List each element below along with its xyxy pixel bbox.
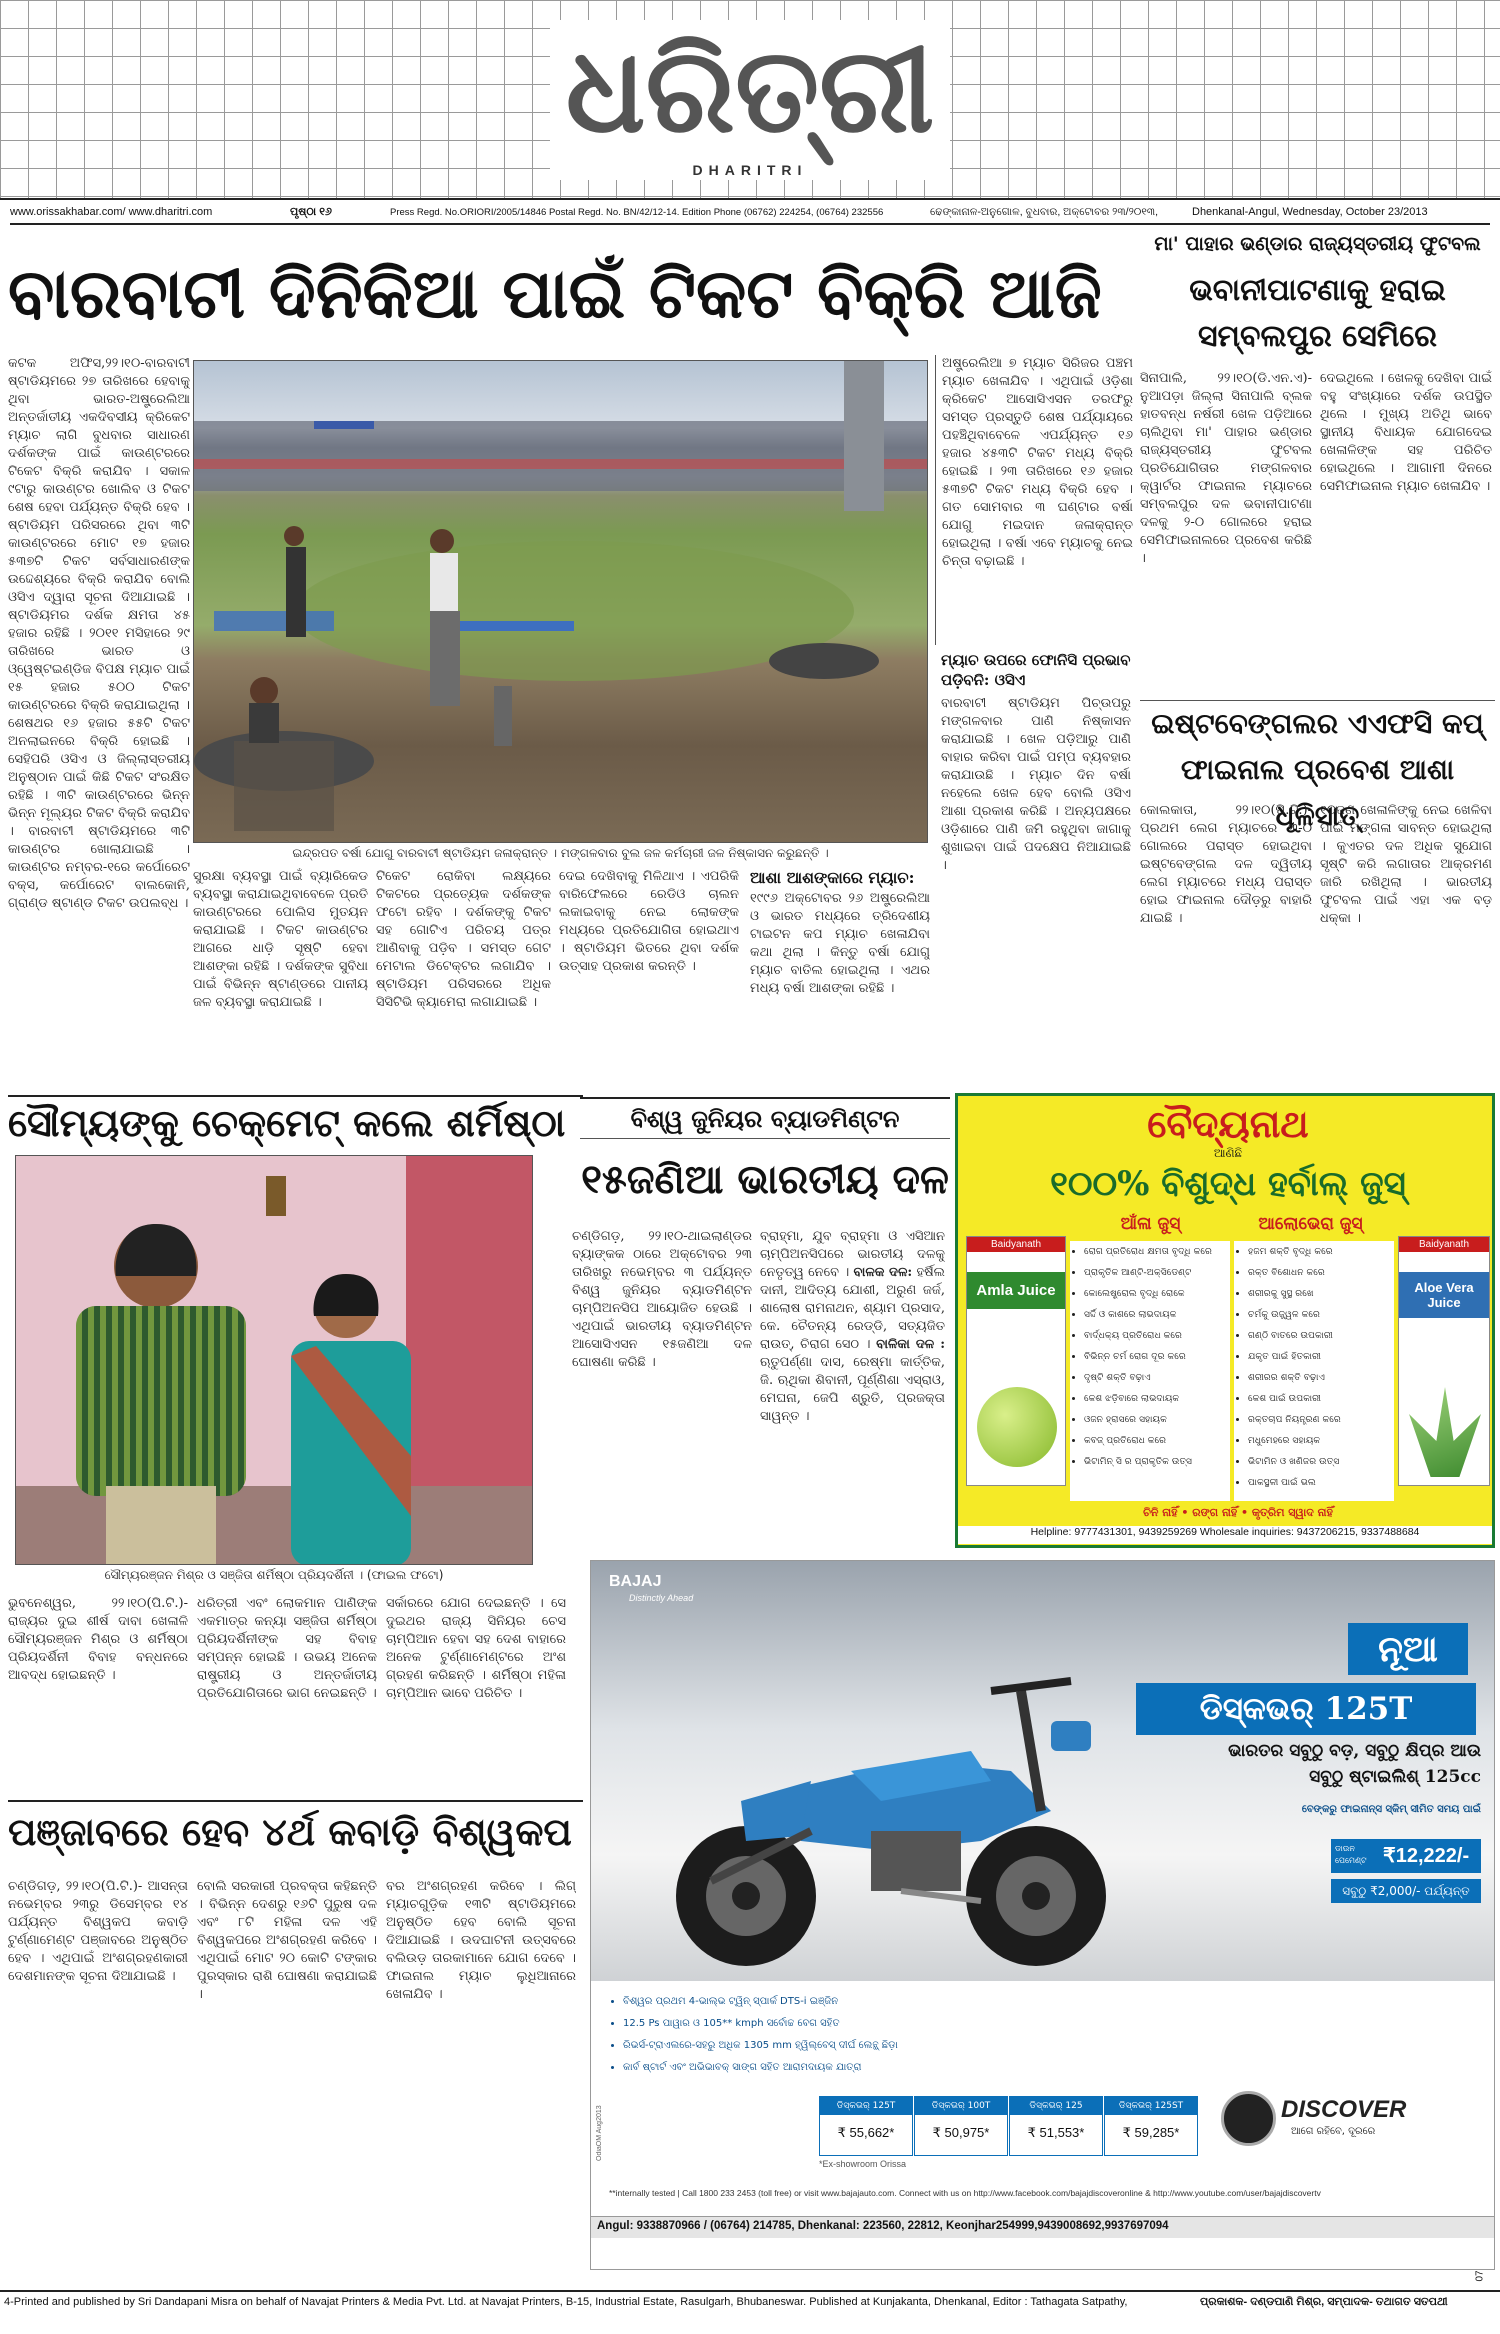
date-english: Dhenkanal-Angul, Wednesday, October 23/2013 (1192, 206, 1428, 218)
eastbengal-headline: ଇଷ୍ଟବେଙ୍ଗଲର ଏଏଫସି କପ୍ ଫାଇନାଲ ପ୍ରବେଶ ଆଶା ଧୂଳିସାତ୍ (1140, 700, 1495, 800)
bike-features-list (609, 1991, 1169, 2091)
aloe-benefit-item: • ଗଣ୍ଠି ବାତରେ ଉପକାରୀ (1248, 1325, 1394, 1346)
chess-column-2: ଧରିତ୍ରୀ ଏବଂ ଲୋକମାନ ପାଣିଙ୍କ ଏକମାତ୍ର କନ୍ୟା ସଞ୍ଜିତା ଶର୍ମିଷ୍ଠା ପ୍ରିୟଦର୍ଶିନୀଙ୍କ ସହ ବିବାହ ସମ୍ପନ୍ନ ହୋଇଛି । ଉଭୟ ଅନେକ ରାଷ୍ଟ୍ରୀୟ ଓ ଅନ୍ତର୍ଜାତୀୟ ପ୍ରତିଯୋଗିତାରେ ଭାଗ ନେଇଛନ୍ତି । (197, 1596, 377, 1701)
stadium-photo-caption: ଇନ୍ଦ୍ରପତ ବର୍ଷା ଯୋଗୁ ବାରବାଟୀ ଷ୍ଟାଡିୟମ ଜଳାକ୍ରାନ୍ତ । ମଙ୍ଗଳବାର ବୁଲ ଜଳ କର୍ମଚାରୀ ଜଳ ନିଷ୍କାସନ କରୁଛନ୍ତି । (292, 846, 829, 860)
baidyanath-brand: ବୈଦ୍ୟନାଥ (1147, 1101, 1309, 1146)
amla-benefit-item: • କେଶ ଝଡ଼ିବାରେ ଲାଭଦାୟକ (1084, 1388, 1230, 1409)
lead-column-1: କଟକ ଅଫିସ,୨୨।୧୦-ବାରବାଟୀ ଷ୍ଟାଡିୟମରେ ୨୭ ତାରିଖରେ ହେବାକୁ ଥିବା ଭାରତ-ଅଷ୍ଟ୍ରେଲିଆ ଅନ୍ତର୍ଜାତୀୟ ଏକଦିବସୀୟ କ୍ରିକେଟ ମ୍ୟାଚ ଲାଗି ବୁଧବାର ସାଧାରଣ ଦର୍ଶକଙ୍କ ପାଇଁ କାଉଣ୍ଟରରେ ଟିକେଟ ବିକ୍ରି କରାଯିବ । ସକାଳ ୯ଟାରୁ କାଉଣ୍ଟର ଖୋଲିବ ଓ ଟିକଟ ଶେଷ ହେବା ପର୍ଯ୍ୟନ୍ତ ବିକ୍ରି ହେବ । ଷ୍ଟାଡିୟମ ପରିସରରେ ଥିବା ୩ଟି କାଉଣ୍ଟରରେ ମୋଟ ୧୭ ହଜାର ୫୩୭ଟି ଟିକଟ ସର୍ବସାଧାରଣଙ୍କ ଉଦ୍ଦେଶ୍ୟରେ ବିକ୍ରି କରାଯିବ ବୋଲି ଓସିଏ ଦ୍ୱାରା ସୂଚନା ଦିଆଯାଇଛି । ଷ୍ଟାଡିୟମର ଦର୍ଶକ କ୍ଷମତା ୪୫ ହଜାର ରହିଛି । ୨୦୧୧ ମସିହାରେ ୨୯ ତାରିଖରେ ଭାରତ ଓ ଓ୍ୱେଷ୍ଟଇଣ୍ଡିଜ ବିପକ୍ଷ ମ୍ୟାଚ ପାଇଁ ୧୫ ହଜାର ୫୦୦ ଟିକଟ କାଉଣ୍ଟରରେ ବିକ୍ରି କରାଯାଇଥିଲା । ଶେଷଥର ୧୬ ହଜାର ୫୫ଟି ଟିକଟ ଅନଲାଇନରେ ବିକ୍ରି ହୋଇଛି । ସେହିପରି ଓସିଏ ଓ ଜିଲ୍ଲାସ୍ତରୀୟ ଅନୁଷ୍ଠାନ ପାଇଁ କିଛି ଟିକଟ ସଂରକ୍ଷିତ ରହିଛି । ୩ଟି କାଉଣ୍ଟରରେ ଭିନ୍ନ ଭିନ୍ନ ମୂଲ୍ୟର ଟିକଟ ବିକ୍ରି କରାଯିବ । ବାରବାଟୀ ଷ୍ଟାଡିୟମରେ ୩ଟି କାଉଣ୍ଟର ଖୋଲାଯାଇଛି । କାଉଣ୍ଟର ନମ୍ବର-୧ରେ କର୍ପୋରେଟ ବକ୍ସ, କର୍ପୋରେଟ ବାଲକୋନି, ଗ୍ରାଣ୍ଡ ଷ୍ଟାଣ୍ଡ ଟିକଟ ଉପଲବ୍ଧ । (8, 356, 190, 911)
dealer-contacts: Angul: 9338870966 / (06764) 214785, Dhenkanal: 223560, 22812, Keonjhar254999,9439008692,9937697094 (597, 2220, 1169, 2232)
imprint-line-odia: ପ୍ରକାଶକ- ଦଣ୍ଡପାଣି ମିଶ୍ର, ସମ୍ପାଦକ- ତଥାଗତ ସତପଥୀ (1200, 2296, 1448, 2308)
baidyanath-ad (955, 1093, 1495, 1548)
bajaj-discover-ad (590, 1560, 1495, 2270)
aloe-benefit-item: • ଯକୃତ ପାଇଁ ହିତକାରୀ (1248, 1346, 1394, 1367)
discover-emblem-icon (1221, 2091, 1276, 2146)
football-column-2: ଦେଇଥିଲେ । ଖେଳକୁ ଦେଖିବା ପାଇଁ ବହୁ ସଂଖ୍ୟାରେ ଦର୍ଶକ ଉପସ୍ଥିତ ଥିଲେ । ମୁଖ୍ୟ ଅତିଥି ଭାବେ ସ୍ଥାନୀୟ ବିଧାୟକ ଯୋଗଦେଇ ଖେଳାଳିଙ୍କ ସହ ପରିଚିତ ହୋଇଥିଲେ । ଆଗାମୀ ଦିନରେ ସେମିଫାଇନାଲ ମ୍ୟାଚ ଖେଳାଯିବ । (1320, 371, 1492, 494)
aloe-benefit-item: • ଶରୀରର ଶକ୍ତି ବଢ଼ାଏ (1248, 1367, 1394, 1388)
info-bar (10, 203, 1490, 225)
baidyanath-brand-sub: ଆଣିଛି (1213, 1146, 1243, 1160)
price-model-label: ଡିସ୍‌କଭର୍ 100T (915, 2097, 1007, 2115)
bike-feature-item: • ରିଭର୍ସ-ଟ୍ରାଏଲରେ-ସହରୁ ଅଧିକ 1305 mm ହ୍ୱିଲ୍‌ବେସ୍ ଦୀର୍ଘ ଲେନ୍ଥ୍ ଛିଡ଼ା (623, 2035, 1169, 2057)
ad-side-code: OdiaOM Aug2013 (596, 2105, 603, 2161)
aloe-benefit-item: • କେଶ ପାଇଁ ଉପକାରୀ (1248, 1388, 1394, 1409)
lead-column-3: ଟିକେଟ ରୋକିବା ଲକ୍ଷ୍ୟରେ ଟିକଟରେ ପ୍ରତ୍ୟେକ ଦର୍ଶକଙ୍କ ଫଟୋ ରହିବ । ଦର୍ଶକଙ୍କୁ ଟିକଟ ସହ ଗୋଟିଏ ପରିଚୟ ପତ୍ର ଆଣିବାକୁ ପଡ଼ିବ । ସମସ୍ତ ଗେଟ ମେଟାଲ ଡିଟେକ୍ଟର ଲଗାଯିବ । ଷ୍ଟାଡିୟମ ପରିସରରେ ଅଧିକ ସିସିଟିଭି କ୍ୟାମେରା ଲଗାଯାଇଛି । (376, 869, 551, 1010)
chess-column-3: ସର୍କାରରେ ଯୋଗ ଦେଇଛନ୍ତି । ସେ ଦୁଇଥର ରାଜ୍ୟ ସିନିୟର ଚେସ ଚାମ୍ପିଆନ ହେବା ସହ ଦେଶ ବାହାରେ ଅନେକ ଟୁର୍ଣ୍ଣାମେଣ୍ଟରେ ଅଂଶ ଗ୍ରହଣ କରିଛନ୍ତି । ଶର୍ମିଷ୍ଠା ମହିଳା ଚାମ୍ପିଆନ ଭାବେ ପରିଚିତ । (386, 1596, 566, 1701)
couple-photo-caption: ସୌମ୍ୟରଞ୍ଜନ ମିଶ୍ର ଓ ସଞ୍ଜିତା ଶର୍ମିଷ୍ଠା ପ୍ରିୟଦର୍ଶିନୀ । (ଫାଇଲ ଫଟୋ) (104, 1568, 444, 1582)
lead-right-column-2: ବାରବାଟୀ ଷ୍ଟାଡିୟମ ପିଚ୍‌ଉପରୁ ମଙ୍ଗଳବାର ପାଣି ନିଷ୍କାସନ କରାଯାଇଛି । ଖେଳ ପଡ଼ିଆରୁ ପାଣି ବାହାର କରିବା ପାଇଁ ପମ୍ପ ବ୍ୟବହାର କରାଯାଉଛି । ମ୍ୟାଚ ଦିନ ବର୍ଷା ନହେଲେ ଖେଳ ହେବ ବୋଲି ଓସିଏ ଆଶା ପ୍ରକାଶ କରିଛି । ଅନ୍ୟପକ୍ଷରେ ଓଡ଼ିଶାରେ ପାଣି ଜମି ରହୁଥିବା ଜାଗାକୁ ଶୁଖାଇବା ପାଇଁ ପଦକ୍ଷେପ ନିଆଯାଇଛି । (941, 696, 1131, 873)
aloe-benefit-item: • ରକ୍ତଚାପ ନିୟନ୍ତ୍ରଣ କରେ (1248, 1409, 1394, 1430)
aloe-benefits-list (1234, 1241, 1394, 1501)
discount-offer: ସବୁଠୁ ₹2,000/- ପର୍ଯ୍ୟନ୍ତ (1331, 1879, 1481, 1903)
eastbengal-column-1: କୋଲକାତା, ୨୨।୧୦(ପି.ଟି.)-ପ୍ରଥମ ଲେଗ ମ୍ୟାଚରେ ୩-୦ ଗୋଲରେ ପରାସ୍ତ ହୋଇଥିବା ଇଷ୍ଟବେଙ୍ଗଲ ଦଳ ଦ୍ୱିତୀୟ ଲେଗ ମ୍ୟାଚରେ ମଧ୍ୟ ପରାସ୍ତ ହୋଇ ଫାଇନାଲ ଦୌଡ଼ରୁ ବାହାରି ଯାଇଛି । (1140, 803, 1312, 926)
price-value: ₹ 59,285* (1122, 2125, 1180, 2140)
amla-benefit-item: • କୋଲେଷ୍ଟ୍ରୋଲ ବୃଦ୍ଧି ରୋକେ (1084, 1283, 1230, 1304)
price-value: ₹ 50,975* (932, 2125, 990, 2140)
price-model-label: ଡିସ୍‌କଭର୍ 125 (1010, 2097, 1102, 2115)
badminton-boys-list: ହର୍ଷିଲ ଦାନୀ, ଆଦିତ୍ୟ ଯୋଶୀ, ଅରୁଣ ଜର୍ଜ, ଶାଲୋଷ ରାମନାଥନ, ଶ୍ୟାମ ପ୍ରସାଦ, କେ. ଚୈତନ୍ୟ ରେଡ୍ଡି, ସତ୍ୟଜିତ ରାଉତ୍, ଚିରାଗ ସେଠ । (760, 1265, 945, 1352)
price-cell (1009, 2096, 1103, 2156)
website-text: www.orissakhabar.com/ www.dharitri.com (10, 206, 213, 218)
bike-feature-item: • 12.5 Ps ପାୱାର ଓ 105** kmph ସର୍ବୋଚ୍ଚ ବେଗ ସହିତ (623, 2013, 1169, 2035)
price-cell (819, 2096, 913, 2156)
bajaj-tagline: Distinctly Ahead (629, 1593, 694, 1603)
amla-pack-label: Amla Juice (967, 1272, 1065, 1309)
down-payment-label: ଡାଉନ ପେମେଣ୍ଟ (1335, 1844, 1367, 1865)
amla-benefit-item: • ସର୍ଦ୍ଦି ଓ କାଶରେ ଲାଭଦାୟକ (1084, 1304, 1230, 1325)
stadium-photo-art (194, 361, 928, 843)
motorcycle-image (651, 1651, 1131, 1981)
aloe-benefit-item: • ଶରୀରକୁ ସୁସ୍ଥ ରଖେ (1248, 1283, 1394, 1304)
price-cell (914, 2096, 1008, 2156)
down-payment-box (1331, 1839, 1481, 1873)
badminton-boys-label: ବାଳକ ଦଳ: (853, 1265, 913, 1280)
kabaddi-column-1: ଚଣ୍ଡିଗଡ଼, ୨୨।୧୦(ପି.ଟି.)- ଆସନ୍ତା ନଭେମ୍ବର ୨୩ରୁ ଡିସେମ୍ବର ୧୪ ପର୍ଯ୍ୟନ୍ତ ବିଶ୍ୱକପ କବାଡ଼ି ଟୁର୍ଣ୍ଣାମେଣ୍ଟ ପଞ୍ଜାବରେ ଅନୁଷ୍ଠିତ ହେବ । ଏଥିପାଇଁ ଅଂଶଗ୍ରହଣକାରୀ ଦେଶମାନଙ୍କ ସୂଚନା ଦିଆଯାଇଛି । (8, 1879, 188, 1984)
aloe-juice-bottle (1398, 1236, 1490, 1486)
baidyanath-slogan: ଚିନି ନାହିଁ • ରଙ୍ଗ ନାହିଁ • କୃତ୍ରିମ ସ୍ୱାଦ ନାହିଁ (1143, 1506, 1333, 1519)
amla-title: ଆଁଳା ଜୁସ୍ (1120, 1214, 1181, 1234)
price-model-label: ଡିସ୍‌କଭର୍ 125T (820, 2097, 912, 2115)
page-number: ପୃଷ୍ଠା ୧୬ (290, 206, 332, 218)
badminton-headline: ୧୫ଜଣିଆ ଭାରତୀୟ ଦଳ (581, 1156, 949, 1203)
lead-subhead-osca: ମ୍ୟାଚ ଉପରେ ଫୋନିସି ପ୍ରଭାବ ପଡ଼ିବନି: ଓସିଏ (941, 651, 1131, 689)
price-cell (1104, 2096, 1198, 2156)
amla-benefit-item: • ବାର୍ଦ୍ଧକ୍ୟ ପ୍ରତିରୋଧ କରେ (1084, 1325, 1230, 1346)
amla-benefit-item: • ଓଜନ ହ୍ରାସରେ ସହାୟକ (1084, 1409, 1230, 1430)
aloe-pack-label: Aloe Vera Juice (1399, 1272, 1489, 1318)
badminton-column-1: ଚଣ୍ଡିଗଡ଼, ୨୨।୧୦-ଥାଇଲାଣ୍ଡର ବ୍ୟାଙ୍କକ ଠାରେ ଅକ୍ଟୋବର ୨୩ ତାରିଖରୁ ନଭେମ୍ବର ୩ ପର୍ଯ୍ୟନ୍ତ ବିଶ୍ୱ ଜୁନିୟର ବ୍ୟାଡମିଣ୍ଟନ ଚାମ୍ପିଅନସିପ ଆୟୋଜିତ ହେଉଛି । ଏଥିପାଇଁ ଭାରତୀୟ ବ୍ୟାଡମିଣ୍ଟନ ଆସୋସିଏସନ ୧୫ଜଣିଆ ଦଳ ଘୋଷଣା କରିଛି । (572, 1229, 752, 1370)
aloe-title: ଆଲୋଭେରା ଜୁସ୍ (1258, 1214, 1363, 1234)
discover-logo-tagline: ଆଗେ ରହିବେ, ଦୂରରେ (1291, 2126, 1376, 2137)
aloe-benefit-item: • ଭିଟାମିନ ଓ ଖଣିଜର ଉତ୍ସ (1248, 1451, 1394, 1472)
amla-benefit-item: • ଭିଟାମିନ୍ ସି ର ପ୍ରାକୃତିକ ଉତ୍ସ (1084, 1451, 1230, 1472)
badminton-girls-list: ଋତୁପର୍ଣ୍ଣା ଦାସ, ରେଷ୍ମା କାର୍ତ୍ତିକ, ଜି. ଋଥିକା ଶିବାନୀ, ପୂର୍ଣ୍ଣିଶା ଏସ୍‌ରାଓ, ମେଘନା, ଜେପି ଶ୍ରୁତି, ପ୍ରଜକ୍ତା ସାୱନ୍ତ । (760, 1355, 945, 1424)
aloe-benefit-item: • ହଜମ ଶକ୍ତି ବୃଦ୍ଧି କରେ (1248, 1241, 1394, 1262)
model-tagline-1: ଭାରତର ସବୁଠୁ ବଡ଼, ସବୁଠୁ କ୍ଷିପ୍ର ଆଉ (1228, 1741, 1481, 1761)
date-odia: ଢେଙ୍କାନାଳ-ଅନୁଗୋଳ, ବୁଧବାର, ଅକ୍ଟୋବର ୨୩/୨୦୧୩, (930, 206, 1159, 218)
amla-benefits-list (1070, 1241, 1230, 1501)
bajaj-internal-note: **internally tested | Call 1800 233 2453 (toll free) or visit www.bajajauto.com. Connect with us on http://www.facebook.com/bajajdiscoveronline & http://www.youtube.com/user/bajajdiscovertv (609, 2188, 1321, 2198)
lead-headline: ବାରବାଟୀ ଦିନିକିଆ ପାଇଁ ଟିକଟ ବିକ୍ରି ଆଜି (8, 254, 1102, 334)
new-badge: ନୂଆ (1348, 1623, 1468, 1675)
aloe-pack-brand: Baidyanath (1399, 1237, 1489, 1252)
football-headline: ଭବାନୀପାଟଣାକୁ ହରାଇ ସମ୍ବଲପୁର ସେମିରେ (1189, 273, 1446, 354)
logo-text: ଧରିତ୍ରୀ (565, 20, 935, 159)
page-side-number: 07 (1474, 2270, 1486, 2282)
amla-benefit-item: • କବଜ୍ ପ୍ରତିରୋଧ କରେ (1084, 1430, 1230, 1451)
showroom-note: *Ex-showroom Orissa (819, 2159, 907, 2169)
imprint-line: 4-Printed and published by Sri Dandapani Misra on behalf of Navajat Printers & Media Pvt. Ltd. at Navajat Printers, B-15, Industrial Estate, Rasulgarh, Bhubaneswar. Published at Kunjakanta, Dhenkanal, Editor : Tathagata Satpathy, (4, 2296, 1128, 2308)
footer (0, 2270, 1500, 2334)
chess-headline: ସୌମ୍ୟଙ୍କୁ ଚେକ୍‌ମେଟ୍ କଲେ ଶର୍ମିଷ୍ଠା (8, 1095, 583, 1150)
baidyanath-helpline: Helpline: 9777431301, 9439259269 Wholesale inquiries: 9437206215, 9337488684 (958, 1526, 1492, 1544)
lead-subhead-hope: ଆଶା ଆଶଙ୍କାରେ ମ୍ୟାଚ: (750, 868, 915, 887)
kabaddi-headline: ପଞ୍ଜାବରେ ହେବ ୪ର୍ଥ କବାଡ଼ି ବିଶ୍ୱକପ (8, 1800, 583, 1865)
aloe-benefit-item: • ରକ୍ତ ବିଶୋଧନ କରେ (1248, 1262, 1394, 1283)
lead-column-5: ଦେଇ ଦେଖିବାକୁ ମିଳିଥାଏ । ଏପରିକି ବାରିଫେଲରେ ରେଡିଓ ଚାଲନ ଲକାଇବାକୁ ନେଇ ଲୋକଙ୍କ ମଧ୍ୟରେ ପ୍ରତିଯୋଗିତା ହୋଇଥାଏ । ଷ୍ଟାଡିୟମ ଭିତରେ ଥିବା ଦର୍ଶକ ଉତ୍ସାହ ପ୍ରକାଶ କରନ୍ତି । (559, 869, 739, 974)
aloe-benefit-item: • ମଧୁମେହରେ ସହାୟକ (1248, 1430, 1394, 1451)
stadium-photo (193, 360, 928, 843)
discover-model-title: ଡିସ୍‌କଭର୍ 125T (1136, 1683, 1476, 1735)
badminton-intro: ବ୍ରାହ୍ମା, ଯୁବ ବ୍ରାହ୍ମା ଓ ଏସିଆନ ଚାମ୍ପିଅନସିପରେ ଭାରତୀୟ ଦଳକୁ ନେତୃତ୍ୱ ନେବେ । (760, 1229, 945, 1280)
discover-logo: DISCOVER (1281, 2096, 1407, 2123)
price-model-label: ଡିସ୍‌କଭର୍ 125ST (1105, 2097, 1197, 2115)
logo-subtitle: DHARITRI (692, 162, 808, 178)
aloe-benefit-item: • ଚର୍ମକୁ ଉଜ୍ଜ୍ୱଳ କରେ (1248, 1304, 1394, 1325)
kabaddi-column-2: ବୋଲି ସରକାରୀ ପ୍ରବକ୍ତା କହିଛନ୍ତି । ବିଭିନ୍ନ ଦେଶରୁ ୧୬ଟି ପୁରୁଷ ଦଳ ଏବଂ ୮ଟି ମହିଳା ଦଳ ଏହି ବିଶ୍ୱକପରେ ଅଂଶଗ୍ରହଣ କରିବେ । ଏଥିପାଇଁ ମୋଟ ୨୦ କୋଟି ଟଙ୍କାର ପୁରସ୍କାର ରାଶି ଘୋଷଣା କରାଯାଇଛି । (197, 1879, 377, 2002)
couple-photo-art (16, 1156, 533, 1565)
badminton-column-2 (760, 1228, 945, 1548)
amla-benefit-item: • ରୋଗ ପ୍ରତିରୋଧ କ୍ଷମତା ବୃଦ୍ଧି କରେ (1084, 1241, 1230, 1262)
amla-benefit-item: • ଦୃଷ୍ଟି ଶକ୍ତି ବଢ଼ାଏ (1084, 1367, 1230, 1388)
couple-photo (15, 1155, 533, 1565)
bajaj-brand: BAJAJ (609, 1573, 662, 1590)
finance-offer-head: ବେଙ୍କରୁ ଫାଇନାନ୍ସ ସ୍କିମ୍ ସୀମିତ ସମୟ ପାଇଁ (1301, 1804, 1481, 1815)
chess-column-1: ଭୁବନେଶ୍ୱର, ୨୨।୧୦(ପି.ଟି.)- ରାଜ୍ୟର ଦୁଇ ଶୀର୍ଷ ଦାବା ଖେଳାଳି ସୌମ୍ୟରଞ୍ଜନ ମିଶ୍ର ଓ ଶର୍ମିଷ୍ଠା ପ୍ରିୟଦର୍ଶିନୀ ବିବାହ ବନ୍ଧନରେ ଆବଦ୍ଧ ହୋଇଛନ୍ତି । (8, 1596, 188, 1683)
price-table (819, 2096, 1199, 2156)
amla-benefit-item: • ବିଭିନ୍ନ ଚର୍ମ ରୋଗ ଦୂର କରେ (1084, 1346, 1230, 1367)
amla-fruit-image (977, 1387, 1057, 1467)
newspaper-logo (550, 20, 950, 180)
badminton-kicker: ବିଶ୍ୱ ଜୁନିୟର ବ୍ୟାଡମିଣ୍ଟନ (580, 1097, 950, 1139)
model-tagline-2: ସବୁଠୁ ଷ୍ଟାଇଲିଶ୍ 125cc (1309, 1767, 1481, 1787)
down-payment-price: ₹12,222/- (1383, 1845, 1470, 1867)
price-value: ₹ 55,662* (837, 2125, 895, 2140)
amla-pack-brand: Baidyanath (967, 1237, 1065, 1252)
amla-juice-bottle (966, 1236, 1066, 1486)
eastbengal-column-2: ୧୦ଜଣ ଖେଳାଳିଙ୍କୁ ନେଇ ଖେଳିବା ପାଇଁ ମଙ୍ଗଳା ସାବନ୍ତ ହୋଇଥିଲା । କୁଏତର ଦଳ ଅଧିକ ସୁଯୋଗ ସୃଷ୍ଟି କରି ଲଗାତାର ଆକ୍ରମଣ ଜାରି ରଖିଥିଲା । ଭାରତୀୟ ଫୁଟବଲ ପାଇଁ ଏହା ଏକ ବଡ଼ ଧକ୍କା । (1320, 803, 1492, 926)
lead-right-column: ଅଷ୍ଟ୍ରେଲିଆ ୭ ମ୍ୟାଚ ସିରିଜର ପଞ୍ଚମ ମ୍ୟାଚ ଖେଳାଯିବ । ଏଥିପାଇଁ ଓଡ଼ିଶା କ୍ରିକେଟ ଆସୋସିଏସନ ତରଫରୁ ସମସ୍ତ ପ୍ରସ୍ତୁତି ଶେଷ ପର୍ଯ୍ୟାୟରେ ପହଞ୍ଚିଥିବାବେଳେ ଏପର୍ଯ୍ୟନ୍ତ ୧୬ ହଜାର ୪୫୩ଟି ଟିକଟ ମଧ୍ୟ ବିକ୍ରି ହୋଇଛି । ୨୩ ତାରିଖରେ ୧୬ ହଜାର ୫୩୭ଟି ଟିକଟ ମଧ୍ୟ ବିକ୍ରି ହେବ । ଗତ ସୋମବାର ୩ ଘଣ୍ଟାର ବର୍ଷା ଯୋଗୁ ମଇଦାନ ଜଳାକ୍ରାନ୍ତ ହୋଇଥିଲା । ବର୍ଷା ଏବେ ମ୍ୟାଚକୁ ନେଇ ଚିନ୍ତା ବଢ଼ାଇଛି । (935, 355, 1133, 645)
bike-feature-item: • କାର୍ବ ଷ୍ଟାର୍ଟ ଏବଂ ଅଭିଭାବକ୍ ସାଙ୍ଗ ସହିତ ଆରାମଦାୟକ ଯାତ୍ରା (623, 2057, 1169, 2079)
baidyanath-title: ୧୦୦% ବିଶୁଦ୍ଧ ହର୍ବାଲ୍ ଜୁସ୍ (1050, 1164, 1406, 1204)
badminton-girls-label: ବାଳିକା ଦଳ : (876, 1337, 945, 1352)
aloe-plant-image (1409, 1387, 1481, 1477)
aloe-benefit-item: • ପାକସ୍ଥଳୀ ପାଇଁ ଭଲ (1248, 1472, 1394, 1493)
press-registration: Press Regd. No.ORIORI/2005/14846 Postal Regd. No. BN/42/12-14. Edition Phone (06762) 224254, (06764) 232556 (390, 207, 884, 218)
amla-benefit-item: • ପ୍ରାକୃତିକ ଆଣ୍ଟି-ଅକ୍ସିଡେଣ୍ଟ (1084, 1262, 1230, 1283)
lead-column-2: ସୁରକ୍ଷା ବ୍ୟବସ୍ଥା ପାଇଁ ବ୍ୟାରିକେଡ ବ୍ୟବସ୍ଥା କରାଯାଇଥିବାବେଳେ ପ୍ରତି କାଉଣ୍ଟରରେ ପୋଲିସ ମୁତୟନ କରାଯାଇଛି । ଟିକଟ କାଉଣ୍ଟର ଆଗରେ ଧାଡ଼ି ସୃଷ୍ଟି ହେବା ଆଶଙ୍କା ରହିଛି । ଦର୍ଶକଙ୍କ ସୁବିଧା ପାଇଁ ବିଭିନ୍ନ ଷ୍ଟାଣ୍ଡରେ ପାନୀୟ ଜଳ ବ୍ୟବସ୍ଥା କରାଯାଇଛି । (193, 869, 368, 1010)
football-kicker: ମା' ପାହାର ଭଣ୍ଡାର ରାଜ୍ୟସ୍ତରୀୟ ଫୁଟବଲ (1154, 233, 1481, 255)
bike-feature-item: • ବିଶ୍ୱର ପ୍ରଥମ 4-ଭାଲ୍ଭ ଟ୍ୱିନ୍ ସ୍ପାର୍କ DTS-i ଇଞ୍ଜିନ (623, 1991, 1169, 2013)
lead-column-4: ୧୯୯୬ ଅକ୍ଟୋବର ୨୬ ଅଷ୍ଟ୍ରେଲିଆ ଓ ଭାରତ ମଧ୍ୟରେ ତ୍ରିଦେଶୀୟ ଟାଇଟନ କପ ମ୍ୟାଚ ଖେଳାଯିବା କଥା ଥିଲା । କିନ୍ତୁ ବର୍ଷା ଯୋଗୁ ମ୍ୟାଚ ବାତିଲ ହୋଇଥିଲା । ଏଥର ମଧ୍ୟ ବର୍ଷା ଆଶଙ୍କା ରହିଛି । (750, 891, 930, 996)
football-column-1: ସିନାପାଲି, ୨୨।୧୦(ଡି.ଏନ.ଏ)- ନୁଆପଡ଼ା ଜିଲ୍ଲା ସିନାପାଲି ବ୍ଲକ ହାତବନ୍ଧ ନର୍ଷରୀ ଖେଳ ପଡ଼ିଆରେ ଚାଲିଥିବା ମା' ପାହାର ଭଣ୍ଡାର ରାଜ୍ୟସ୍ତରୀୟ ଫୁଟବଲ ପ୍ରତିଯୋଗିତାର ମଙ୍ଗଳବାର କ୍ୱାର୍ଟର ଫାଇନାଲ ମ୍ୟାଚରେ ସମ୍ବଲପୁର ଦଳ ଭବାନୀପାଟଣା ଦଳକୁ ୨-୦ ଗୋଲରେ ହରାଇ ସେମିଫାଇନାଲରେ ପ୍ରବେଶ କରିଛି । (1140, 371, 1312, 566)
kabaddi-column-3: ବର ଅଂଶଗ୍ରହଣ କରିବେ । ଲିଗ୍ ମ୍ୟାଚଗୁଡ଼ିକ ୧୩ଟି ଷ୍ଟାଡିୟମରେ ଅନୁଷ୍ଠିତ ହେବ ବୋଲି ସୂଚନା ଦିଆଯାଇଛି । ଉଦଘାଟନୀ ଉତ୍ସବରେ ବଲିଉଡ଼ ତାରକାମାନେ ଯୋଗ ଦେବେ । ଫାଇନାଲ ମ୍ୟାଚ ଲୁଧିଆନାରେ ଖେଳାଯିବ । (386, 1879, 576, 2002)
price-value: ₹ 51,553* (1027, 2125, 1085, 2140)
